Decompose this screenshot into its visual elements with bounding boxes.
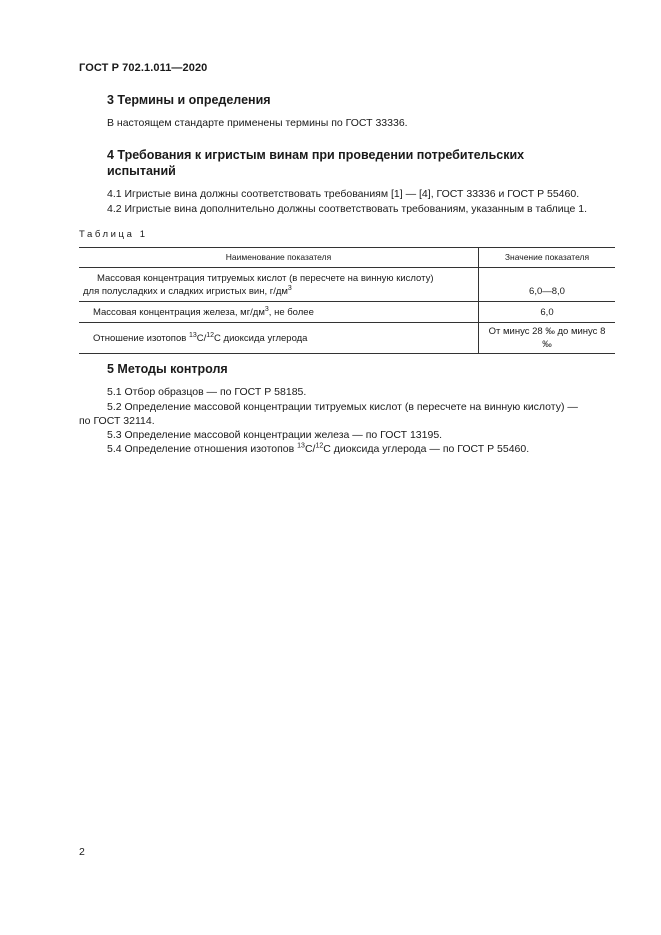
indicator-name-line-2 <box>83 285 474 298</box>
paragraph-4-2: 4.2 Игристые вина дополнительно должны соответствовать требованиям, указанным в таблице 1. <box>107 203 588 215</box>
paragraph-5-3: 5.3 Определение массовой концентрации железа — по ГОСТ 13195. <box>107 429 443 441</box>
paragraph-4-1: 4.1 Игристые вина должны соответствовать требованиям [1] — [4], ГОСТ 33336 и ГОСТ Р 55460. <box>107 188 580 200</box>
indicator-name-suffix: , не более <box>268 306 314 318</box>
paragraph-5-1: 5.1 Отбор образцов — по ГОСТ Р 58185. <box>107 386 307 398</box>
isotope-symbol: С/ <box>196 332 207 344</box>
indicator-cell <box>79 323 479 354</box>
section-4-title-line-1: 4 Требования к игристым винам при проведении потребительских <box>107 148 525 162</box>
paragraph-5-2-line-1: 5.2 Определение массовой концентрации титруемых кислот (в пересчете на винную кислоту) — <box>107 401 578 413</box>
isotope-superscript: 12 <box>315 442 324 450</box>
paragraph-text: 5.4 Определение отношения изотопов <box>107 443 298 455</box>
requirements-table <box>79 247 615 354</box>
value-cell: 6,0 <box>479 302 616 323</box>
table-row <box>79 323 615 354</box>
indicator-name-text: для полусладких и сладких игристых вин, г/дм <box>83 285 288 297</box>
unit-superscript: 3 <box>264 305 269 313</box>
table-row <box>79 268 615 302</box>
paragraph-text: С диоксида углерода — по ГОСТ Р 55460. <box>323 443 530 455</box>
indicator-name-text: Отношение изотопов <box>93 332 189 344</box>
isotope-superscript: 12 <box>206 331 215 339</box>
column-header-indicator: Наименование показателя <box>79 248 479 268</box>
table-caption: Таблица 1 <box>79 229 148 240</box>
section-3-title: 3 Термины и определения <box>107 93 271 107</box>
section-3-text: В настоящем стандарте применены термины по ГОСТ 33336. <box>107 117 408 129</box>
paragraph-5-4 <box>107 442 529 457</box>
value-cell: 6,0—8,0 <box>479 268 616 302</box>
paragraph-5-2-line-2: по ГОСТ 32114. <box>79 415 155 427</box>
indicator-name-suffix: С диоксида углерода <box>214 332 308 344</box>
indicator-name-text: Массовая концентрация железа, мг/дм <box>93 306 265 318</box>
value-cell: От минус 28 ‰ до минус 8 ‰ <box>479 323 616 354</box>
isotope-superscript: 13 <box>188 331 197 339</box>
column-header-value: Значение показателя <box>479 248 616 268</box>
indicator-cell <box>79 268 479 302</box>
unit-superscript: 3 <box>287 284 292 292</box>
isotope-superscript: 13 <box>297 442 305 450</box>
page-number: 2 <box>79 846 85 858</box>
document-id-header: ГОСТ Р 702.1.011—2020 <box>79 62 208 74</box>
section-5-title: 5 Методы контроля <box>107 362 228 376</box>
table-row <box>79 302 615 323</box>
table-header-row <box>79 248 615 268</box>
indicator-name-line-1: Массовая концентрация титруемых кислот (в пересчете на винную кислоту) <box>97 272 434 284</box>
section-4-title-line-2: испытаний <box>107 164 176 178</box>
indicator-cell <box>79 302 479 323</box>
isotope-symbol: С/ <box>304 443 316 455</box>
